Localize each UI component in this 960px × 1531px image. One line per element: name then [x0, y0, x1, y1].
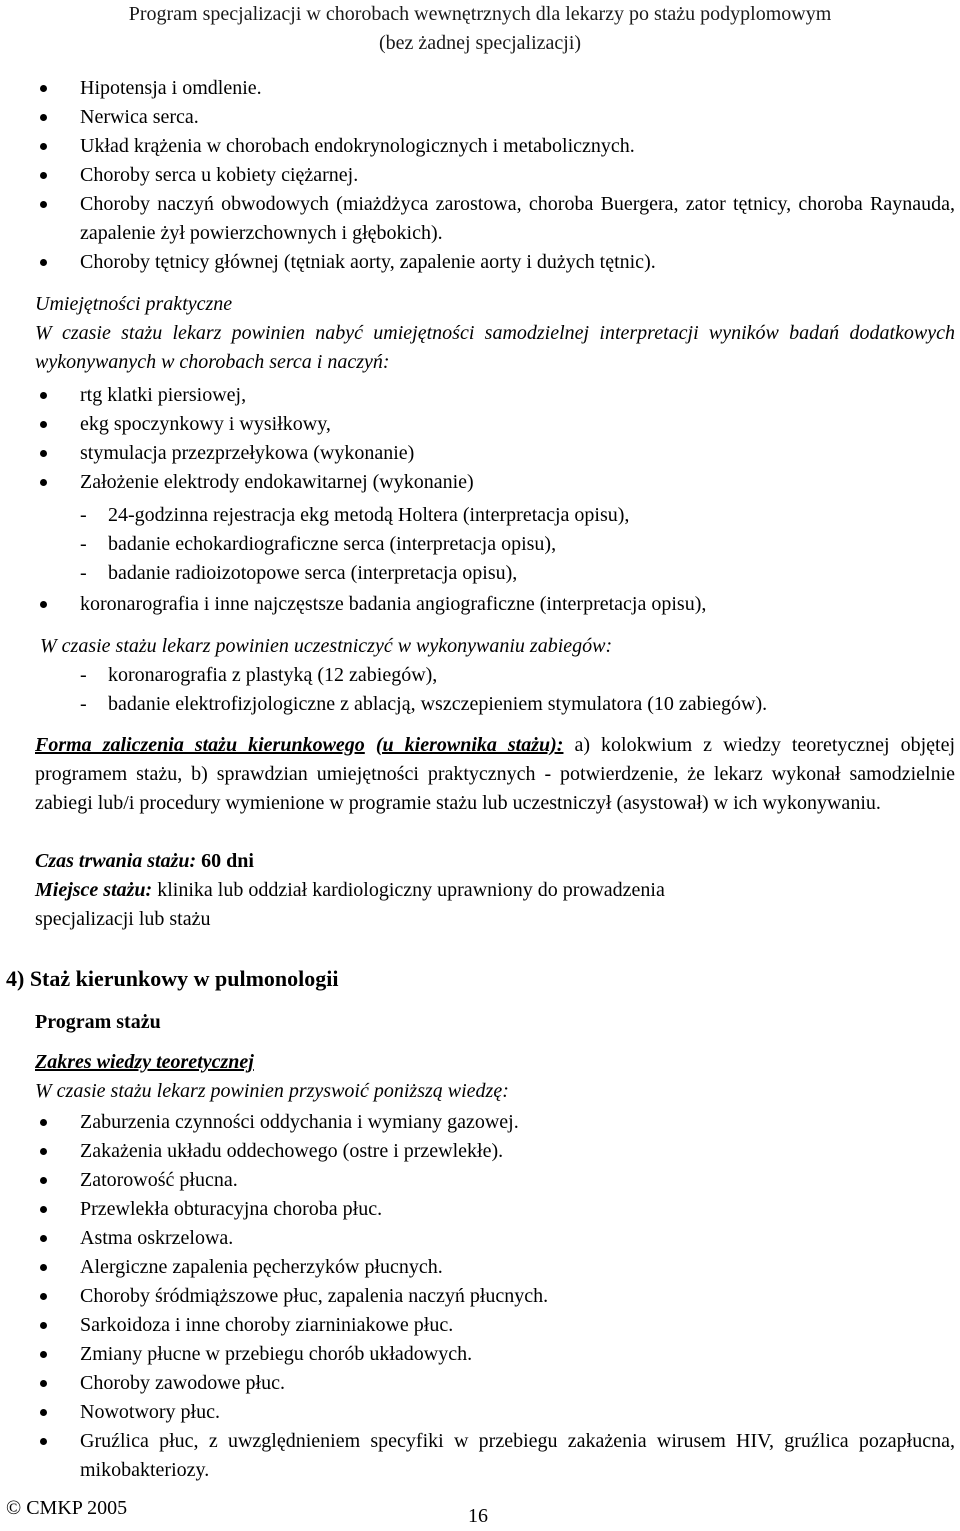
page-number: 16	[468, 1505, 488, 1527]
bullet-icon	[40, 1293, 47, 1300]
bullet-icon	[40, 1206, 47, 1213]
list-item: Choroby zawodowe płuc.	[0, 1369, 955, 1398]
dash-item: - koronarografia z plastyką (12 zabiegów),	[80, 664, 438, 686]
miejsce-stazu-line2: specjalizacji lub stażu	[35, 908, 211, 930]
bullet-icon	[40, 601, 47, 608]
skills-list	[0, 381, 955, 497]
skills-heading: Umiejętności praktyczne	[35, 293, 233, 315]
list-item: Zatorowość płucna.	[0, 1166, 955, 1195]
list-item: Choroby naczyń obwodowych (miażdżyca zarostowa, choroba Buergera, zator tętnicy, choroba Raynauda, zapalenie żył powierzchownych i głębokich).	[0, 190, 955, 248]
list-item: Zakażenia układu oddechowego (ostre i przewlekłe).	[0, 1137, 955, 1166]
list-item: Nowotwory płuc.	[0, 1398, 955, 1427]
miejsce-stazu: Miejsce stażu: klinika lub oddział kardiologiczny uprawniony do prowadzenia	[35, 879, 665, 901]
list-item: Alergiczne zapalenia pęcherzyków płucnych.	[0, 1253, 955, 1282]
list-item: Zaburzenia czynności oddychania i wymiany gazowej.	[0, 1108, 955, 1137]
list-item: Hipotensja i omdlenie.	[0, 74, 955, 103]
bullet-icon	[40, 85, 47, 92]
zakres-heading: Zakres wiedzy teoretycznej	[35, 1051, 254, 1073]
bullet-icon	[40, 201, 47, 208]
procedures-intro: W czasie stażu lekarz powinien uczestniczyć w wykonywaniu zabiegów:	[40, 635, 613, 657]
skills-intro: W czasie stażu lekarz powinien nabyć umiejętności samodzielnej interpretacji wyników badań dodatkowych wykonywanych w chorobach serca i naczyń:	[35, 322, 955, 373]
forma-zaliczenia	[35, 731, 955, 818]
bullet-icon	[40, 1177, 47, 1184]
bullet-icon	[40, 479, 47, 486]
forma-label-2: (u kierownika stażu):	[375, 734, 564, 756]
forma-text: a) kolokwium z wiedzy teoretycznej objętej programem stażu, b) sprawdzian umiejętności praktycznych - potwierdzenie, że lekarz wykonał samodzielnie zabiegi lub/i procedury wymienione w programie stażu lub uczestniczył (asystował) w ich wykonywaniu.	[35, 734, 956, 814]
bullet-icon	[40, 1351, 47, 1358]
list-item: Przewlekła obturacyjna choroba płuc.	[0, 1195, 955, 1224]
bullet-icon	[40, 392, 47, 399]
skills-last-list	[0, 590, 955, 619]
bullet-icon	[40, 1264, 47, 1271]
zakres-intro: W czasie stażu lekarz powinien przyswoić poniższą wiedzę:	[35, 1080, 509, 1102]
list-item: Sarkoidoza i inne choroby ziarniniakowe płuc.	[0, 1311, 955, 1340]
bullet-icon	[40, 421, 47, 428]
bullet-icon	[40, 1380, 47, 1387]
top-list	[0, 74, 955, 277]
page-header	[0, 0, 960, 58]
list-item: rtg klatki piersiowej,	[0, 381, 955, 410]
list-item: ekg spoczynkowy i wysiłkowy,	[0, 410, 955, 439]
list-item: stymulacja przezprzełykowa (wykonanie)	[0, 439, 955, 468]
bullet-icon	[40, 1322, 47, 1329]
list-item: Założenie elektrody endokawitarnej (wykonanie)	[0, 468, 955, 497]
bullet-icon	[40, 1235, 47, 1242]
dash-item: - badanie radioizotopowe serca (interpretacja opisu),	[80, 562, 518, 584]
bullet-icon	[40, 1409, 47, 1416]
list-item: Nerwica serca.	[0, 103, 955, 132]
bullet-icon	[40, 1148, 47, 1155]
program-heading: Program stażu	[35, 1011, 161, 1033]
czas-trwania: Czas trwania stażu: 60 dni	[35, 850, 254, 872]
dash-item: - badanie echokardiograficzne serca (interpretacja opisu),	[80, 533, 557, 555]
section-title: 4) Staż kierunkowy w pulmonologii	[6, 966, 339, 991]
list-item: Astma oskrzelowa.	[0, 1224, 955, 1253]
bullet-icon	[40, 143, 47, 150]
list-item: koronarografia i inne najczęstsze badania angiograficzne (interpretacja opisu),	[0, 590, 955, 619]
list-item: Układ krążenia w chorobach endokrynologicznych i metabolicznych.	[0, 132, 955, 161]
bullet-icon	[40, 259, 47, 266]
list-item: Choroby śródmiąższowe płuc, zapalenia naczyń płucnych.	[0, 1282, 955, 1311]
dash-item: - 24-godzinna rejestracja ekg metodą Holtera (interpretacja opisu),	[80, 504, 630, 526]
list-item: Choroby tętnicy głównej (tętniak aorty, zapalenie aorty i dużych tętnic).	[0, 248, 955, 277]
list-item: Zmiany płucne w przebiegu chorób układowych.	[0, 1340, 955, 1369]
dash-item: - badanie elektrofizjologiczne z ablacją, wszczepieniem stymulatora (10 zabiegów).	[80, 693, 768, 715]
bullet-icon	[40, 172, 47, 179]
bullet-icon	[40, 450, 47, 457]
pulmo-list	[0, 1108, 955, 1485]
header-line-1: Program specjalizacji w chorobach wewnętrznych dla lekarzy po stażu podyplomowym	[128, 3, 832, 25]
forma-label: Forma zaliczenia stażu kierunkowego	[35, 734, 365, 756]
bullet-icon	[40, 1438, 47, 1445]
list-item: Choroby serca u kobiety ciężarnej.	[0, 161, 955, 190]
bullet-icon	[40, 1119, 47, 1126]
header-line-2: (bez żadnej specjalizacji)	[378, 32, 582, 54]
bullet-icon	[40, 114, 47, 121]
list-item: Gruźlica płuc, z uwzględnieniem specyfiki w przebiegu zakażenia wirusem HIV, gruźlica pozapłucna, mikobakteriozy.	[0, 1427, 955, 1485]
footer-copyright: © CMKP 2005	[6, 1497, 128, 1519]
